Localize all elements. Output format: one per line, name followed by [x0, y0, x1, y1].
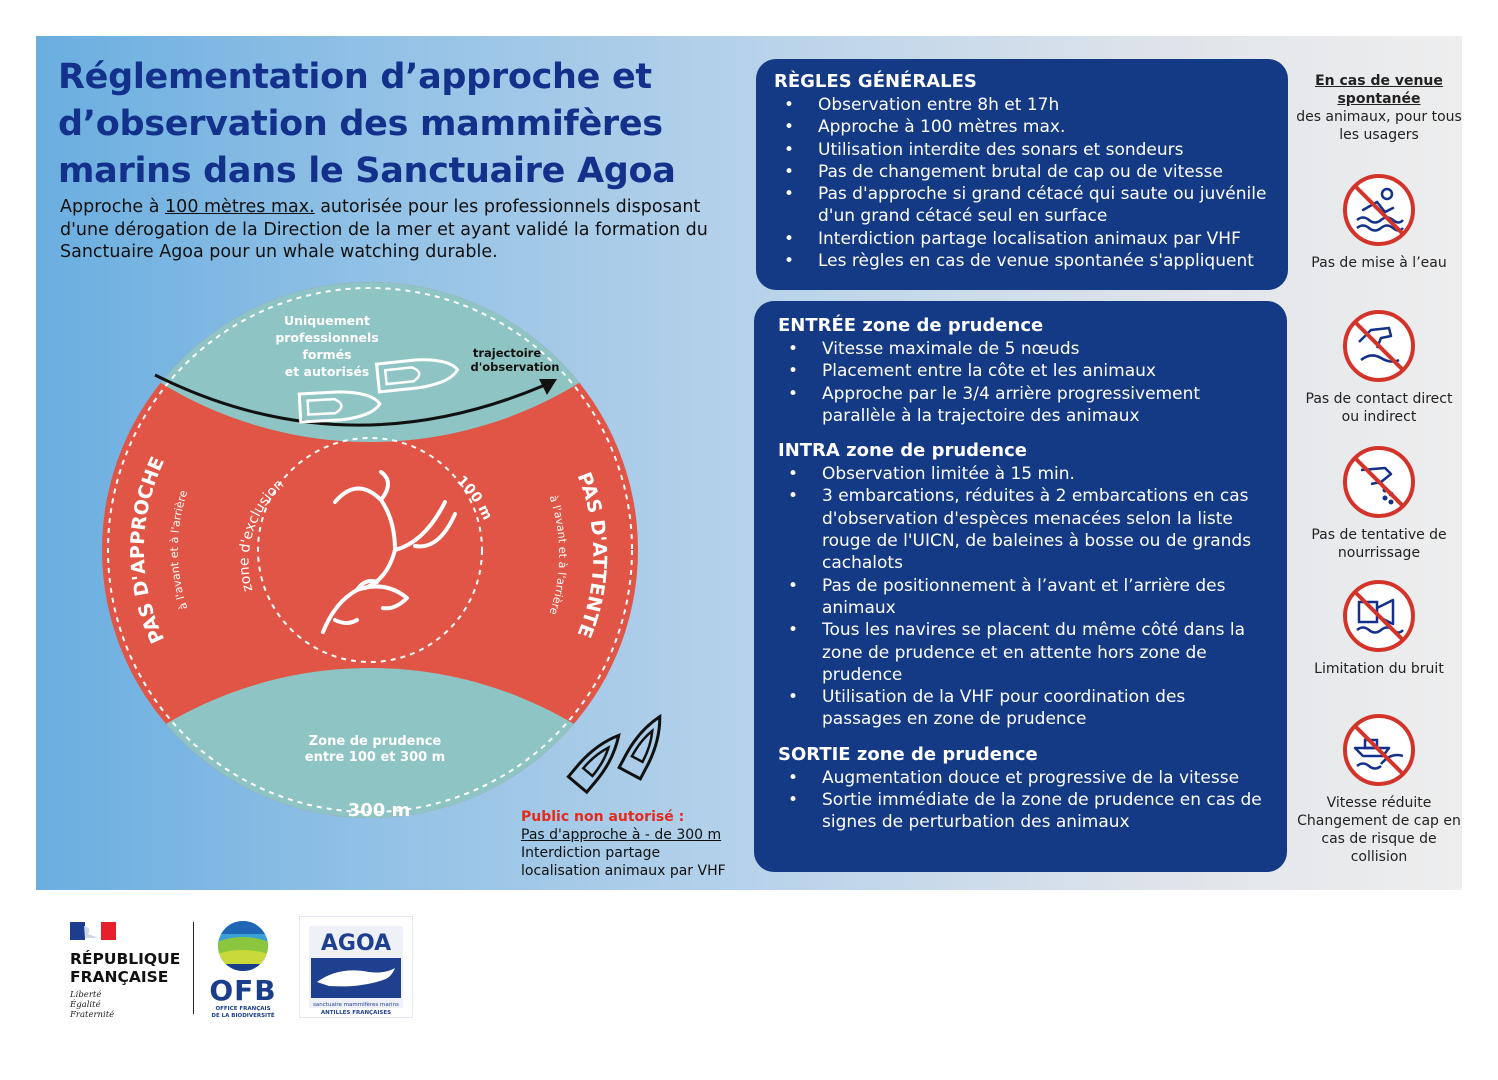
- reduced-speed-icon: [1341, 712, 1417, 788]
- intra-list: [778, 463, 1263, 731]
- ofb-subtitle-2: DE LA BIODIVERSITÉ: [211, 1013, 275, 1019]
- ofb-logo: [205, 920, 281, 1020]
- exit-list: [778, 767, 1263, 834]
- exit-title: SORTIE zone de prudence: [778, 743, 1038, 765]
- sidebar-subheading: des animaux, pour tous les usagers: [1296, 109, 1462, 143]
- prudence-zone-label-1: Zone de prudence: [308, 734, 442, 749]
- no-swimming-icon: [1341, 172, 1417, 248]
- rf-text: [70, 950, 180, 986]
- top-zone-label-4: et autorisés: [284, 364, 370, 379]
- outside-boat-icon-1: [568, 728, 628, 792]
- general-rules-box: [756, 59, 1288, 290]
- ofb-globe-icon: [217, 920, 269, 972]
- list-item: • Observation limitée à 15 min.: [778, 463, 1263, 485]
- public-note-title: Public non autorisé :: [521, 809, 685, 825]
- list-item: • Interdiction partage localisation animaux par VHF: [774, 228, 1270, 250]
- trajectory-label-2: d'observation: [470, 360, 560, 374]
- outside-boat-icon-2: [619, 711, 665, 779]
- outer-radius-label: 300 m: [347, 800, 411, 821]
- entry-section: [778, 314, 1263, 427]
- noise-limit-icon: [1341, 578, 1417, 654]
- sidebar-item-label: Pas de tentative de nourrissage: [1311, 527, 1447, 561]
- list-item: • Pas de changement brutal de cap ou de vitesse: [774, 161, 1270, 183]
- inner-radius-label: 100 m: [453, 472, 496, 523]
- top-zone-label-3: formés: [302, 347, 352, 362]
- rf-motto-1: Liberté: [70, 990, 102, 1000]
- intra-title: INTRA zone de prudence: [778, 440, 1027, 462]
- sidebar-item-label: Pas de contact direct ou indirect: [1305, 391, 1453, 425]
- list-item: • Augmentation douce et progressive de la vitesse: [778, 767, 1263, 789]
- entry-list: [778, 338, 1263, 427]
- no-waiting-subtitle: à l'avant et à l'arrière: [546, 493, 570, 617]
- marianne-flag-icon: [70, 922, 116, 940]
- list-item: • Observation entre 8h et 17h: [774, 94, 1270, 116]
- sidebar-heading: En cas de venue spontanée: [1315, 73, 1443, 107]
- entry-title: ENTRÉE zone de prudence: [778, 315, 1044, 336]
- rf-motto-3: Fraternité: [70, 1010, 115, 1020]
- list-item: • Vitesse maximale de 5 nœuds: [778, 338, 1263, 360]
- intro-paragraph: [60, 196, 750, 264]
- sidebar-item-label: Limitation du bruit: [1314, 661, 1444, 677]
- list-item: • Placement entre la côte et les animaux: [778, 360, 1263, 382]
- no-contact-icon: [1341, 308, 1417, 384]
- list-item: • 3 embarcations, réduites à 2 embarcations en cas d'observation d'espèces menacées selon la liste rouge de l'UICN, de baleines à bosse ou de grands cachalots: [778, 485, 1263, 574]
- public-note-line-1: Pas d'approche à - de 300 m: [521, 827, 722, 843]
- public-note-line-3: localisation animaux par VHF: [521, 863, 726, 879]
- exclusion-zone-label: zone d'exclusion: [236, 476, 288, 594]
- exit-section: [778, 743, 1263, 834]
- republique-francaise-logo: [70, 922, 180, 1020]
- sidebar-item-label: Vitesse réduite Changement de cap en cas de risque de collision: [1297, 795, 1461, 865]
- sidebar-item-no-feeding: [1296, 444, 1462, 562]
- rf-line-2: FRANÇAISE: [70, 968, 169, 986]
- sidebar-item-label: Pas de mise à l’eau: [1311, 255, 1447, 271]
- agoa-subtitle: ANTILLES FRANÇAISES: [320, 1010, 392, 1016]
- page-title: Réglementation d’approche et d’observation des mammifères marins dans le Sanctuaire Agoa: [58, 57, 676, 191]
- general-rules-title: RÈGLES GÉNÉRALES: [774, 71, 977, 92]
- rf-motto-2: Égalité: [70, 1000, 101, 1010]
- sidebar-heading-block: [1296, 72, 1462, 144]
- ofb-subtitle-1: OFFICE FRANÇAIS: [215, 1006, 271, 1012]
- list-item: • Approche par le 3/4 arrière progressivement parallèle à la trajectoire des animaux: [778, 383, 1263, 428]
- footer-divider: [193, 922, 194, 1014]
- list-item: • Les règles en cas de venue spontanée s'appliquent: [774, 250, 1270, 272]
- sidebar-item-no-swimming: [1296, 172, 1462, 272]
- agoa-caption: sanctuaire mammifères marins: [313, 1002, 399, 1008]
- ofb-subtitle: [205, 1006, 281, 1020]
- top-zone-label-1: Uniquement: [283, 313, 371, 328]
- top-zone-label-2: professionnels: [275, 330, 379, 345]
- zone-rules-box: [754, 301, 1287, 872]
- list-item: • Utilisation de la VHF pour coordination des passages en zone de prudence: [778, 686, 1263, 731]
- list-item: • Sortie immédiate de la zone de prudence en cas de signes de perturbation des animaux: [778, 789, 1263, 834]
- intra-section: [778, 439, 1263, 731]
- list-item: • Pas de positionnement à l’avant et l’arrière des animaux: [778, 575, 1263, 620]
- no-approach-subtitle: à l'avant et à l'arrière: [167, 488, 191, 612]
- approach-zone-diagram: [95, 280, 665, 840]
- list-item: • Pas d'approche si grand cétacé qui saute ou juvénile d'un grand cétacé seul en surface: [774, 183, 1270, 228]
- list-item: • Approche à 100 mètres max.: [774, 116, 1270, 138]
- agoa-logo: [299, 916, 413, 1018]
- rf-motto: [70, 990, 180, 1020]
- sidebar-item-reduced-speed: [1296, 712, 1462, 866]
- no-feeding-icon: [1341, 444, 1417, 520]
- general-rules-list: [774, 94, 1270, 272]
- sidebar-item-noise-limit: [1296, 578, 1462, 678]
- sidebar-item-no-contact: [1296, 308, 1462, 426]
- no-approach-title: PAS D'APPROCHE: [126, 453, 170, 647]
- intro-after: autorisée pour les professionnels disposant d'une dérogation de la Direction de la mer et ayant validé la formation du Sanctuaire Agoa pour un whale watching durable.: [60, 197, 708, 262]
- public-note-line-2: Interdiction partage: [521, 845, 661, 861]
- agoa-wordmark: AGOA: [320, 931, 392, 956]
- trajectory-label-1: trajectoire: [472, 346, 542, 360]
- no-waiting-title: PAS D'ATTENTE: [572, 469, 611, 641]
- list-item: • Utilisation interdite des sonars et sondeurs: [774, 139, 1270, 161]
- list-item: • Tous les navires se placent du même côté dans la zone de prudence et en attente hors zone de prudence: [778, 619, 1263, 686]
- public-note: [521, 808, 726, 880]
- spontaneous-encounter-sidebar: [1296, 72, 1462, 865]
- prudence-zone-label-2: entre 100 et 300 m: [304, 750, 446, 765]
- rf-line-1: RÉPUBLIQUE: [70, 950, 181, 968]
- ofb-wordmark: OFB: [209, 974, 277, 1007]
- intro-before: Approche à: [60, 197, 166, 217]
- intro-highlight: 100 mètres max.: [165, 197, 315, 217]
